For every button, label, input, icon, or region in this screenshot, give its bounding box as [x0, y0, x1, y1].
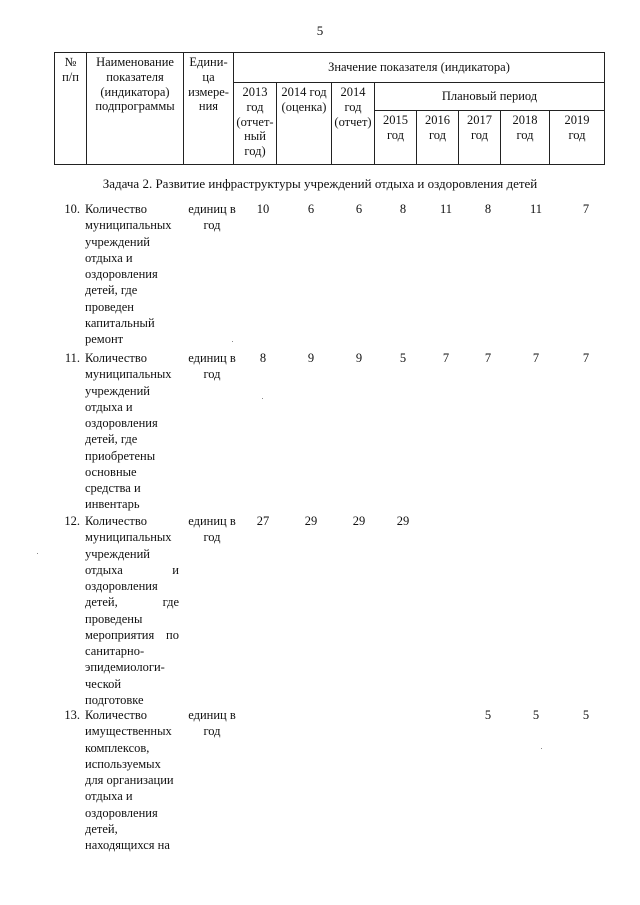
value-2017: 5 [484, 708, 492, 722]
name-line: капитальный [85, 315, 155, 330]
header-num-line: № [64, 55, 77, 69]
name-line: используемых [85, 756, 161, 771]
name-line: отдыха и [85, 250, 133, 265]
header-year-line: (оценка) [281, 99, 327, 114]
task-title: Задача 2. Развитие инфраструктуры учреждений отдыха и оздоровления детей [102, 176, 538, 191]
value-2018: 7 [532, 351, 540, 365]
name-line: детей, где [85, 283, 138, 298]
header-year-line: 2015 [383, 113, 408, 127]
value-2019: 7 [582, 202, 590, 216]
value-2018: 11 [529, 202, 543, 216]
header-year-line: 2018 [512, 113, 538, 127]
unit-line: год [203, 724, 221, 739]
name-line-word: где [162, 595, 179, 610]
header-name-line: (индикатора) [100, 84, 170, 99]
name-line: Количество [85, 514, 147, 528]
row-number: 13. [64, 708, 80, 722]
unit-cell [185, 350, 239, 383]
value-2014-report: 9 [355, 351, 363, 365]
name-line: детей, где [85, 432, 138, 447]
header-year-line: год [386, 127, 405, 142]
row-number: 11. [64, 351, 80, 365]
unit-line: единиц в [188, 708, 236, 722]
header-unit-line: Едини- [189, 55, 228, 69]
name-line: детей, [85, 821, 118, 836]
header-year-line: год [246, 99, 264, 114]
name-line-word: детей, [85, 595, 118, 610]
name-line: находящихся на [85, 838, 170, 852]
header-year-line: 2016 [425, 113, 450, 127]
header-year-line: год [470, 127, 489, 142]
name-line: эпидемиологи- [85, 660, 165, 675]
name-line: оздоровления [85, 579, 158, 593]
indicator-table-header [54, 52, 605, 165]
header-name-line: показателя [106, 69, 164, 84]
name-line-word: мероприятия [85, 627, 155, 642]
value-2013: 27 [256, 514, 270, 528]
header-year-2017 [459, 111, 501, 165]
unit-line: единиц в [188, 514, 236, 528]
row-number: 10. [64, 202, 80, 216]
value-2017: 7 [484, 351, 492, 365]
header-year-line: (отчет- [236, 114, 274, 129]
unit-line: год [203, 367, 221, 382]
name-line: учреждений [85, 383, 150, 398]
name-line: оздоровления [85, 416, 158, 430]
header-year-line: год [428, 127, 447, 142]
indicator-name [85, 350, 179, 513]
header-unit-line: ца [202, 69, 215, 84]
name-line: подготовке [85, 692, 144, 707]
header-year-line: 2019 [564, 113, 590, 127]
header-year-line: 2014 [340, 85, 366, 99]
name-line-word: и [172, 562, 179, 577]
indicator-name [85, 707, 179, 853]
header-indicator-name [87, 53, 184, 165]
indicator-name [85, 201, 179, 347]
value-2014-estimate: 9 [307, 351, 315, 365]
name-line: для организации [85, 773, 174, 787]
header-year-2015 [375, 111, 417, 165]
scan-speck [541, 748, 542, 749]
name-line: учреждений [85, 234, 150, 249]
header-year-line: 2014 год [281, 85, 327, 99]
header-year-line: год [516, 127, 534, 142]
row-number: 12. [64, 514, 80, 528]
scan-speck [262, 398, 263, 399]
name-line: оздоровления [85, 267, 158, 281]
name-line: отдыха и [85, 399, 133, 414]
scan-speck [37, 553, 38, 554]
header-year-2019 [550, 111, 605, 165]
header-year-line: (отчет) [334, 114, 372, 129]
header-year-2018 [501, 111, 550, 165]
name-line: ремонт [85, 332, 124, 346]
header-year-line: ный [244, 129, 266, 144]
value-2014-estimate: 29 [304, 514, 318, 528]
name-line: инвентарь [85, 497, 140, 512]
value-2019: 5 [582, 708, 590, 722]
name-line: муниципальных [85, 218, 172, 233]
header-year-2014-estimate [277, 83, 332, 165]
value-2015: 29 [396, 514, 410, 528]
value-2014-estimate: 6 [307, 202, 315, 216]
header-num-line: п/п [62, 69, 79, 84]
unit-line: единиц в [188, 351, 236, 365]
header-year-line: год) [244, 144, 266, 158]
value-2016: 7 [442, 351, 450, 365]
name-line [85, 562, 179, 578]
name-line: муниципальных [85, 367, 172, 382]
name-line [85, 594, 179, 610]
value-2013: 10 [256, 202, 270, 216]
header-num [55, 53, 87, 165]
unit-cell [185, 513, 239, 546]
header-year-line: год [568, 127, 586, 142]
header-unit-line: ния [198, 99, 219, 114]
name-line: санитарно- [85, 644, 145, 658]
name-line [85, 627, 179, 643]
header-unit-line: измере- [188, 84, 229, 99]
name-line: Количество [85, 202, 147, 216]
name-line: основные [85, 464, 137, 479]
name-line: средства и [85, 481, 141, 495]
name-line: ческой [85, 676, 122, 691]
name-line: проведен [85, 299, 134, 314]
name-line: комплексов, [85, 740, 150, 755]
value-2014-report: 6 [355, 202, 363, 216]
header-unit [184, 53, 234, 165]
name-line: приобретены [85, 448, 156, 463]
value-2015: 8 [399, 202, 407, 216]
name-line: отдыха и [85, 789, 133, 804]
name-line: проведены [85, 611, 143, 626]
name-line: муниципальных [85, 530, 172, 545]
header-year-line: 2013 [242, 85, 268, 99]
scan-speck [232, 341, 233, 342]
value-2014-report: 29 [352, 514, 366, 528]
unit-line: единиц в [188, 202, 236, 216]
name-line: оздоровления [85, 805, 158, 820]
name-line-word: отдыха [85, 562, 123, 577]
header-name-line: Наименование [96, 55, 174, 69]
name-line-word: по [166, 627, 179, 642]
header-year-line: год [344, 99, 362, 114]
header-year-line: 2017 [467, 113, 492, 127]
name-line: Количество [85, 351, 147, 365]
unit-cell [185, 707, 239, 740]
value-2013: 8 [259, 351, 267, 365]
unit-line: год [203, 218, 221, 233]
name-line: Количество [85, 708, 147, 722]
value-2015: 5 [399, 351, 407, 365]
name-line: учреждений [85, 546, 150, 561]
page-number: 5 [316, 23, 324, 38]
indicator-name [85, 513, 179, 708]
header-year-2013 [234, 83, 277, 165]
header-value-group: Значение показателя (индикатора) [234, 53, 605, 83]
unit-line: год [203, 530, 221, 545]
header-year-2014-report [332, 83, 375, 165]
unit-cell [185, 201, 239, 234]
value-2016: 11 [439, 202, 453, 216]
header-year-2016 [417, 111, 459, 165]
name-line: имущественных [85, 724, 172, 739]
header-name-line: подпрограммы [95, 99, 175, 114]
header-plan-period: Плановый период [375, 83, 605, 111]
value-2017: 8 [484, 202, 492, 216]
value-2019: 7 [582, 351, 590, 365]
value-2018: 5 [532, 708, 540, 722]
